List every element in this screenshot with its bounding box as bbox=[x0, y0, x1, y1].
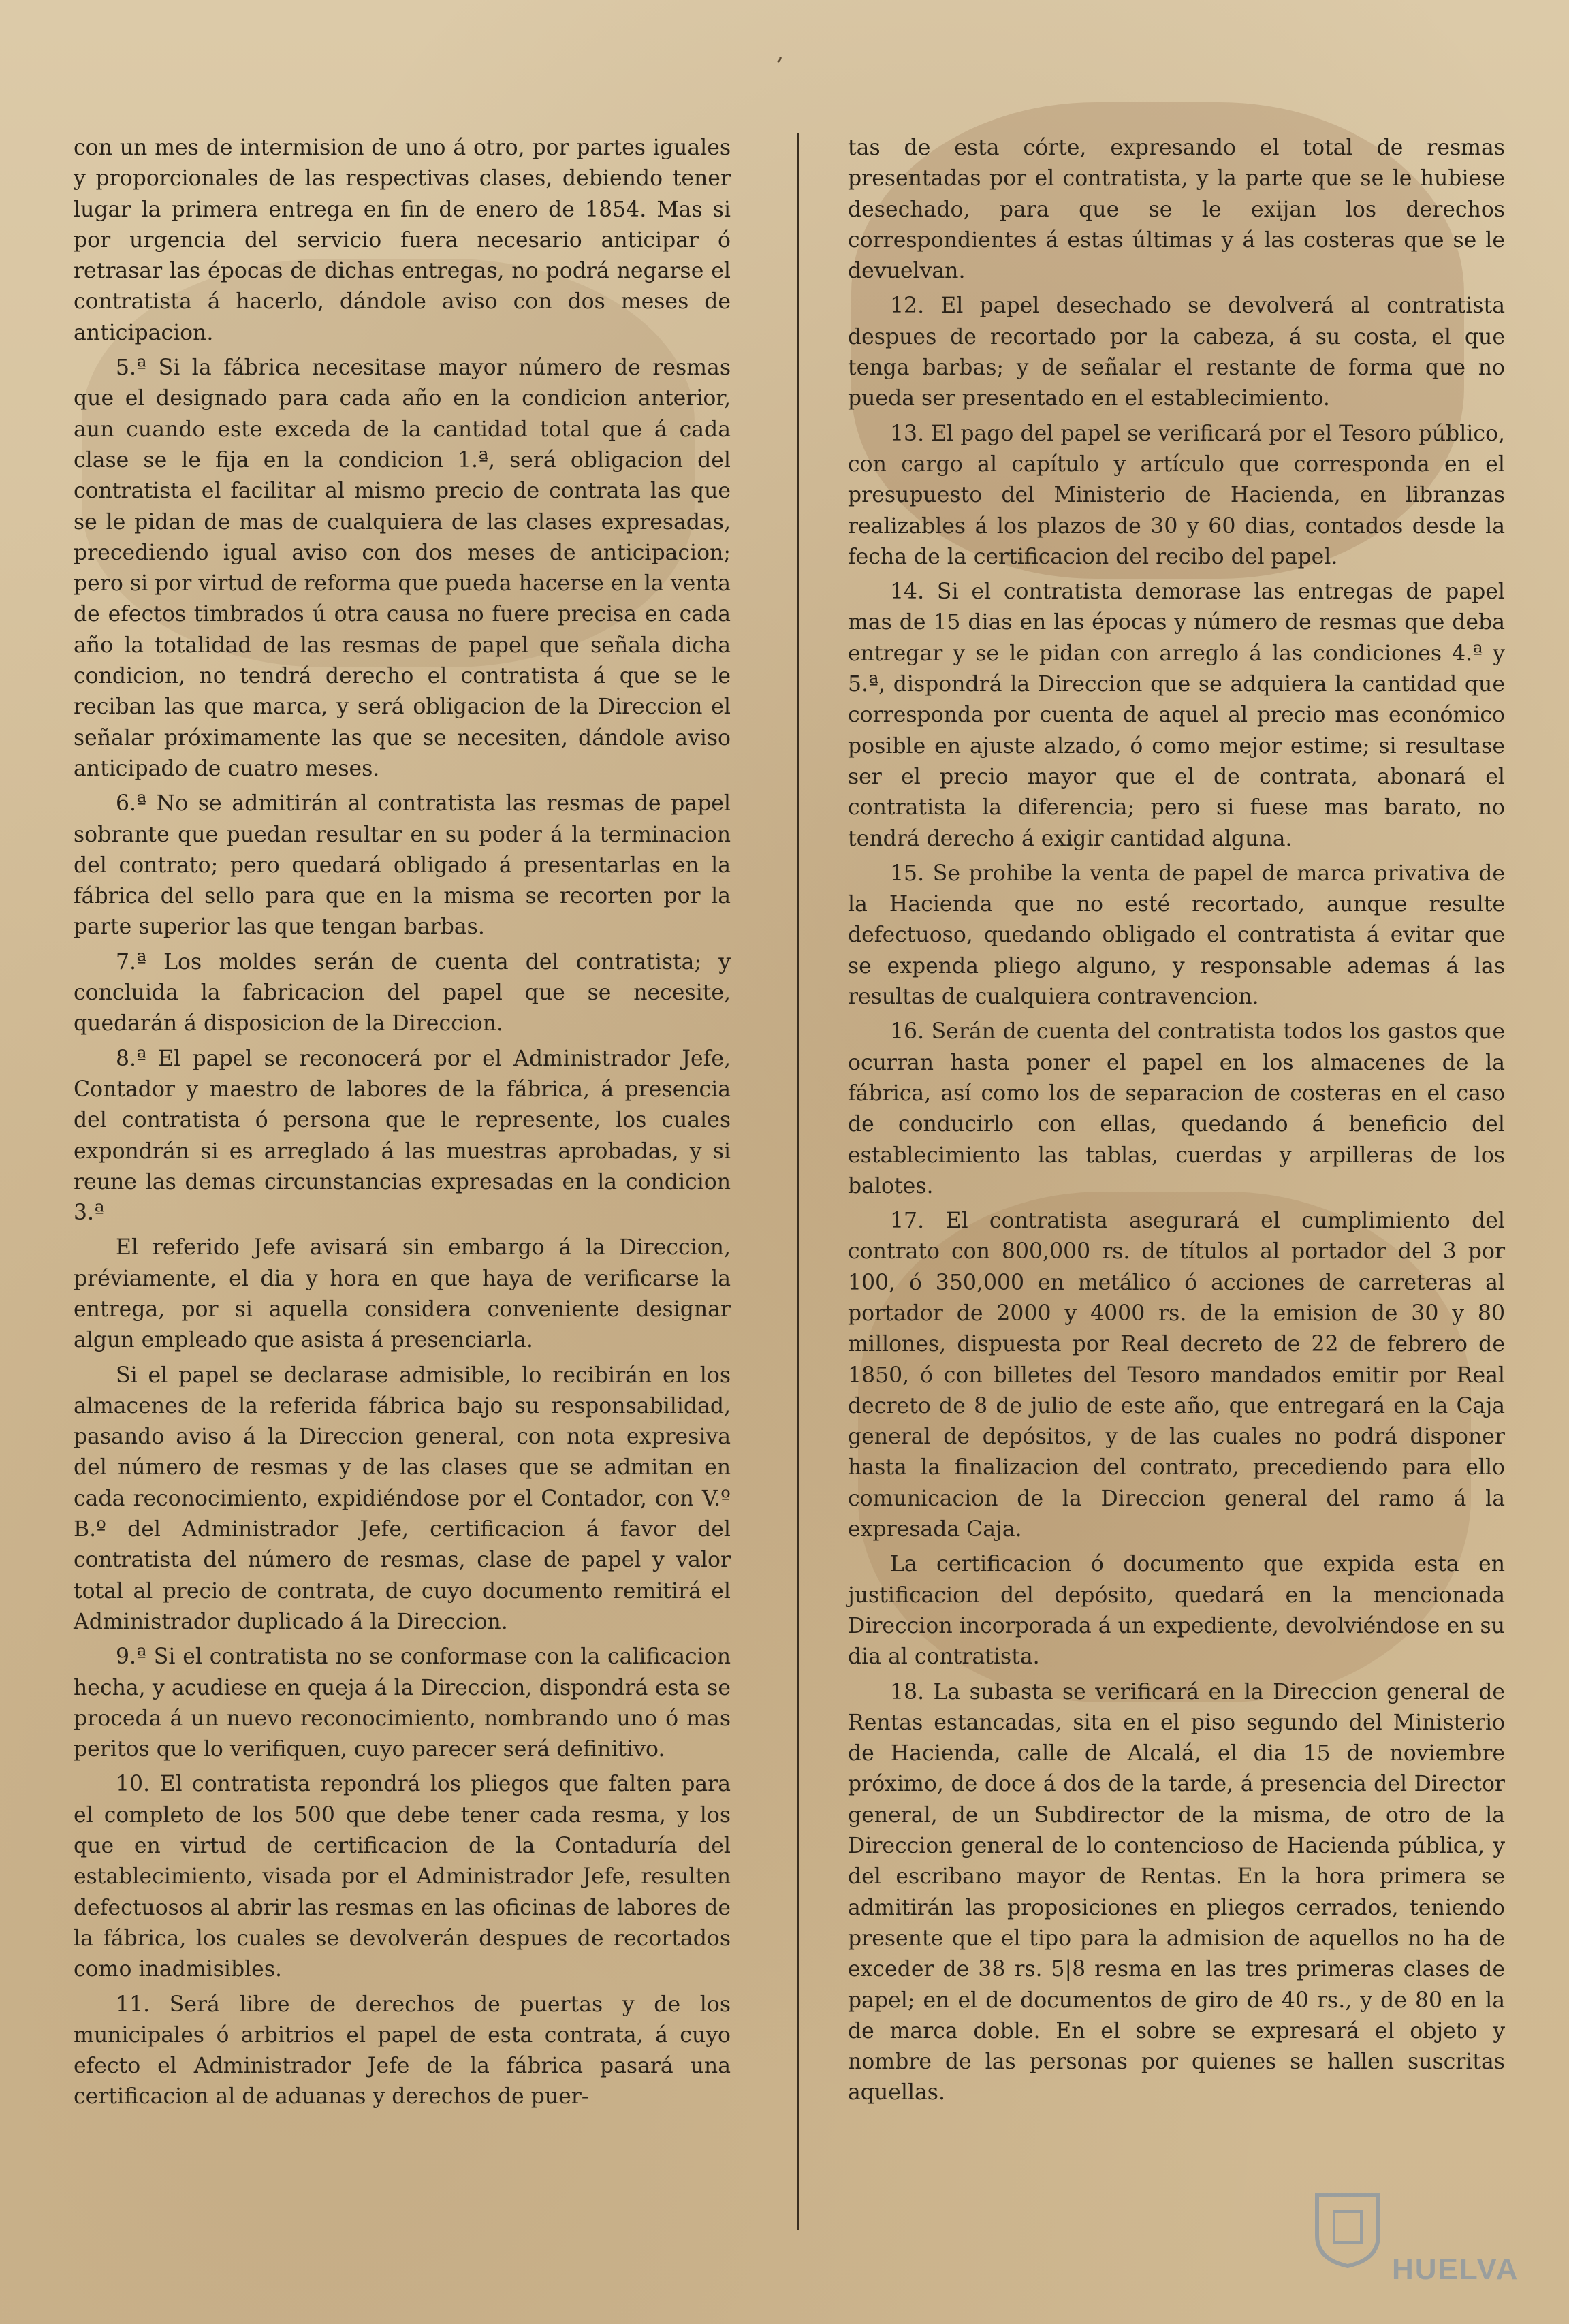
paragraph: 16. Serán de cuenta del contratista todos los gastos que ocurran hasta poner el papel en los almacenes de la fábrica, así como los de separacion de costeras en el caso de conducirlo con ellas, quedando á beneficio del establecimiento las tablas, cuerdas y arpilleras de los balotes. bbox=[848, 1019, 1505, 1198]
paragraph: 5.ª Si la fábrica necesitase mayor número de resmas que el designado para cada año en la condicion anterior, aun cuando este exceda de la cantidad total que á cada clase se le fija en la condicion 1.ª, será obligacion del contratista el facilitar al mismo precio de contrata las que se le pidan de mas de cualquiera de las clases expresadas, precediendo igual aviso con dos meses de anticipacion; pero si por virtud de reforma que pueda hacerse en la venta de efectos timbrados ú otra causa no fuere precisa en cada año la totalidad de las resmas de papel que señala dicha condicion, no tendrá derecho el contratista á que se le reciban las que marca, y será obligacion de la Direccion el señalar próximamente las que se necesiten, dándole aviso anticipado de cuatro meses. bbox=[74, 355, 731, 781]
paragraph: tas de esta córte, expresando el total de resmas presentadas por el contratista, y la parte que se le hubiese desechado, para que se le exijan los derechos correspondientes á estas últimas y á las costeras que se le devuelvan. bbox=[848, 136, 1505, 284]
paragraph: 6.ª No se admitirán al contratista las resmas de papel sobrante que puedan resultar en su poder á la terminacion del contrato; pero quedará obligado á presentarlas en la fábrica del sello para que en la misma se recorten por la parte superior las que tengan barbas. bbox=[74, 791, 731, 940]
paragraph: 12. El papel desechado se devolverá al contratista despues de recortado por la cabeza, á su costa, el que tenga barbas; y de señalar el restante de forma que no pueda ser presentado en el establecimiento. bbox=[848, 293, 1505, 411]
paragraph: con un mes de intermision de uno á otro, por partes iguales y proporcionales de las respectivas clases, debiendo tener lugar la primera entrega en fin de enero de 1854. Mas si por urgencia del servicio fuera necesario anticipar ó retrasar las épocas de dichas entregas, no podrá negarse el contratista á hacerlo, dándole aviso con dos meses de anticipacion. bbox=[74, 136, 731, 345]
paragraph: 13. El pago del papel se verificará por el Tesoro público, con cargo al capítulo y artículo que corresponda en el presupuesto del Ministerio de Hacienda, en libranzas realizables á los plazos de 30 y 60 dias, contados desde la fecha de la certificacion del recibo del papel. bbox=[848, 421, 1505, 569]
paragraph: 15. Se prohibe la venta de papel de marca privativa de la Hacienda que no esté recortado, aunque resulte defectuoso, quedando obligado el contratista á evitar que se expenda pliego alguno, y responsable ademas á las resultas de cualquiera contravencion. bbox=[848, 861, 1505, 1010]
paragraph: 18. La subasta se verificará en la Direccion general de Rentas estancadas, sita en el piso segundo del Ministerio de Hacienda, calle de Alcalá, el dia 15 de noviembre próximo, de doce á dos de la tarde, á presencia del Director general, de un Subdirector de la misma, de otro de la Direccion general de lo contencioso de Hacienda pública, y del escribano mayor de Rentas. En la hora primera se admitirán las proposiciones en pliegos cerrados, teniendo presente que el tipo para la admision de aquellos no ha de exceder de 38 rs. 5|8 resma en las tres primeras clases de papel; en el de documentos de giro de 40 rs., y de 80 en la de marca doble. En el sobre se expresará el objeto y nombre de las personas por quienes se hallen suscritas aquellas. bbox=[848, 1679, 1505, 2105]
paragraph: 8.ª El papel se reconocerá por el Administrador Jefe, Contador y maestro de labores de la fábrica, á presencia del contratista ó persona que le represente, los cuales expondrán si es arreglado á las muestras aprobadas, y si reune las demas circunstancias expresadas en la condicion 3.ª bbox=[74, 1046, 731, 1226]
column-divider bbox=[797, 133, 799, 2230]
paragraph: La certificacion ó documento que expida esta en justificacion del depósito, quedará en la mencionada Direccion incorporada á un expediente, devolviéndose en su dia al contratista. bbox=[848, 1552, 1505, 1670]
right-column bbox=[848, 133, 1505, 2113]
shield-icon bbox=[1310, 2188, 1385, 2270]
paragraph: 9.ª Si el contratista no se conformase con la calificacion hecha, y acudiese en queja á la Direccion, dispondrá esta se proceda á un nuevo reconocimiento, nombrando uno ó mas peritos que lo verifiquen, cuyo parecer será definitivo. bbox=[74, 1644, 731, 1762]
paragraph: Si el papel se declarase admisible, lo recibirán en los almacenes de la referida fábrica bajo su responsabilidad, pasando aviso á la Direccion general, con nota expresiva del número de resmas y de las clases que se admitan en cada reconocimiento, expidiéndose por el Contador, con V.º B.º del Administrador Jefe, certificacion á favor del contratista del número de resmas, clase de papel y valor total al precio de contrata, de cuyo documento remitirá el Administrador duplicado á la Direccion. bbox=[74, 1363, 731, 1634]
paragraph: 10. El contratista repondrá los pliegos que falten para el completo de los 500 que debe tener cada resma, y los que en virtud de certificacion de la Contaduría del establecimiento, visada por el Administrador Jefe, resulten defectuosos al abrir las resmas en las oficinas de labores de la fábrica, los cuales se devolverán despues de recortados como inadmisibles. bbox=[74, 1772, 731, 1982]
paragraph: 11. Será libre de derechos de puertas y de los municipales ó arbitrios el papel de esta contrata, á cuyo efecto el Administrador Jefe de la fábrica pasará una certificacion al de aduanas y derechos de puer- bbox=[74, 1992, 731, 2110]
paragraph: 17. El contratista asegurará el cumplimiento del contrato con 800,000 rs. de títulos al portador del 3 por 100, ó 350,000 en metálico ó acciones de carreteras al portador de 2000 y 4000 rs. de la emision de 30 y 80 millones, dispuesta por Real decreto de 22 de febrero de 1850, ó con billetes del Tesoro mandados emitir por Real decreto de 8 de julio de este año, que entregará en la Caja general de depósitos, y de las cuales no podrá disponer hasta la finalizacion del contrato, precediendo para ello comunicacion de la Direccion general del ramo á la expresada Caja. bbox=[848, 1209, 1505, 1542]
paragraph: El referido Jefe avisará sin embargo á la Direccion, préviamente, el dia y hora en que haya de verificarse la entrega, por si aquella considera conveniente designar algun empleado que asista á presenciarla. bbox=[74, 1235, 731, 1353]
watermark-text: HUELVA bbox=[1392, 2253, 1519, 2286]
archive-seal bbox=[1310, 2188, 1528, 2297]
paragraph: 7.ª Los moldes serán de cuenta del contratista; y concluida la fabricacion del papel que se necesite, quedarán á disposicion de la Direccion. bbox=[74, 949, 731, 1036]
paragraph: 14. Si el contratista demorase las entregas de papel mas de 15 dias en las épocas y número de resmas que deba entregar y se le pidan con arreglo á las condiciones 4.ª y 5.ª, dispondrá la Direccion que se adquiera la cantidad que corresponda por cuenta de aquel al precio mas económico posible en ajuste alzado, ó como mejor estime; si resultase ser el precio mayor que el de contrata, abonará el contratista la diferencia; pero si fuese mas barato, no tendrá derecho á exigir cantidad alguna. bbox=[848, 579, 1505, 851]
page-mark: , bbox=[776, 37, 784, 65]
left-column bbox=[74, 133, 731, 2117]
